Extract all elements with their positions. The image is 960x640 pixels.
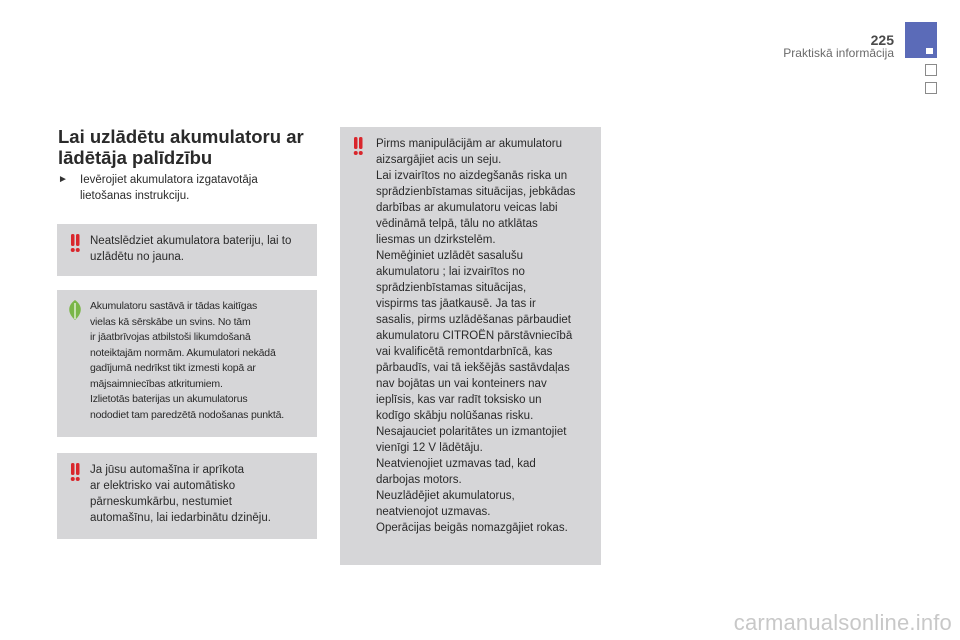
- note-line: ar elektrisko vai automātisko: [90, 480, 236, 492]
- note-line: nododiet tam paredzētā nodošanas punktā.: [90, 408, 284, 421]
- bullet-line: lietošanas instrukciju.: [80, 190, 190, 202]
- note-line: Akumulatoru sastāvā ir tādas kaitīgas: [90, 300, 258, 312]
- heading-line: Lai uzlādētu akumulatoru ar: [58, 126, 304, 147]
- exclamation-warning-icon: [65, 233, 85, 253]
- note-line: darbojas motors.: [376, 474, 462, 486]
- note-text: [90, 462, 309, 526]
- note-automatic: [57, 453, 317, 539]
- note-line: Izlietotās baterijas un akumulatorus: [90, 393, 248, 405]
- chapter-tab-empty-2[interactable]: [925, 82, 937, 94]
- note-line: Neuzlādējiet akumulatorus,: [376, 490, 515, 502]
- note-line: akumulatoru ; lai izvairītos no: [376, 266, 525, 278]
- note-line: Nesajauciet polaritātes un izmantojiet: [376, 426, 567, 438]
- note-line: Neatvienojiet uzmavas tad, kad: [376, 458, 536, 470]
- note-line: sprādzienbīstamas situācijas,: [376, 282, 527, 294]
- chapter-title: Praktiskā informācija: [783, 46, 894, 60]
- chapter-tab[interactable]: [905, 22, 937, 58]
- note-line: pārbaudīs, vai tā iekšējās sastāvdaļas: [376, 362, 570, 374]
- note-line: ieplīsis, kas var radīt toksisko un: [376, 394, 542, 406]
- note-line: noteiktajām normām. Akumulatori nekādā: [90, 346, 276, 359]
- tab-marker: [926, 48, 933, 54]
- note-line: vispirms tas jāatkausē. Ja tas ir: [376, 298, 536, 310]
- note-environment: [57, 290, 317, 437]
- note-line: darbības ar akumulatoru veicas labi: [376, 202, 558, 214]
- exclamation-warning-icon: [65, 462, 85, 482]
- note-line: Neatslēdziet akumulatora bateriju, lai to: [90, 235, 292, 247]
- note-line: vēdināmā telpā, tālu no atklātas: [376, 218, 538, 230]
- note-line: automašīnu, lai iedarbinātu dzinēju.: [90, 512, 271, 524]
- heading-line: lādētāja palīdzību: [58, 147, 213, 168]
- exclamation-warning-icon: [348, 136, 368, 156]
- note-line: pārneskumkārbu, nestumiet: [90, 496, 232, 508]
- note-line: gadījumā nedrīkst tikt izmesti kopā ar: [90, 362, 256, 374]
- note-line: nav bojātas un vai konteiners nav: [376, 378, 547, 390]
- watermark: carmanualsonline.info: [733, 610, 952, 635]
- chapter-tab-empty-1[interactable]: [925, 64, 937, 76]
- note-line: liesmas un dzirkstelēm.: [376, 234, 496, 246]
- note-line: neatvienojot uzmavas.: [376, 506, 491, 518]
- note-text: [90, 233, 309, 265]
- note-line: Operācijas beigās nomazgājiet rokas.: [376, 522, 568, 534]
- bullet-line: Ievērojiet akumulatora izgatavotāja: [80, 174, 258, 186]
- note-line: Ja jūsu automašīna ir aprīkota: [90, 464, 245, 476]
- note-line: sasalis, pirms uzlādēšanas pārbaudiet: [376, 314, 571, 326]
- bullet-text: [80, 172, 308, 204]
- note-line: akumulatoru CITROËN pārstāvniecībā: [376, 330, 573, 342]
- note-line: vienīgi 12 V lādētāju.: [376, 442, 483, 454]
- arrow-bullet-icon: ►: [58, 174, 68, 185]
- note-safety: [340, 127, 601, 565]
- note-line: Lai izvairītos no aizdegšanās riska un: [376, 170, 568, 182]
- note-line: aizsargājiet acis un seju.: [376, 154, 502, 166]
- note-line: kodīgo skābju nolūšanas risku.: [376, 410, 534, 422]
- note-line: mājsaimniecības atkritumiem.: [90, 377, 223, 390]
- note-line: Pirms manipulācijām ar akumulatoru: [376, 138, 562, 150]
- note-text: [376, 136, 593, 536]
- note-disconnect: [57, 224, 317, 276]
- note-line: uzlādētu no jauna.: [90, 251, 184, 263]
- note-line: vai kvalificētā remontdarbnīcā, kas: [376, 346, 553, 358]
- section-heading: [58, 126, 320, 168]
- note-line: sprādzienbīstamas situācijas, jebkādas: [376, 186, 576, 198]
- note-line: ir jāatbrīvojas atbilstoši likumdošanā: [90, 331, 251, 343]
- instruction-bullet: [58, 172, 308, 204]
- note-line: Nemēģiniet uzlādēt sasalušu: [376, 250, 524, 262]
- note-text: [90, 299, 309, 423]
- leaf-eco-icon: [65, 299, 85, 321]
- note-line: vielas kā sērskābe un svins. No tām: [90, 315, 251, 328]
- page-number: 225: [870, 32, 894, 48]
